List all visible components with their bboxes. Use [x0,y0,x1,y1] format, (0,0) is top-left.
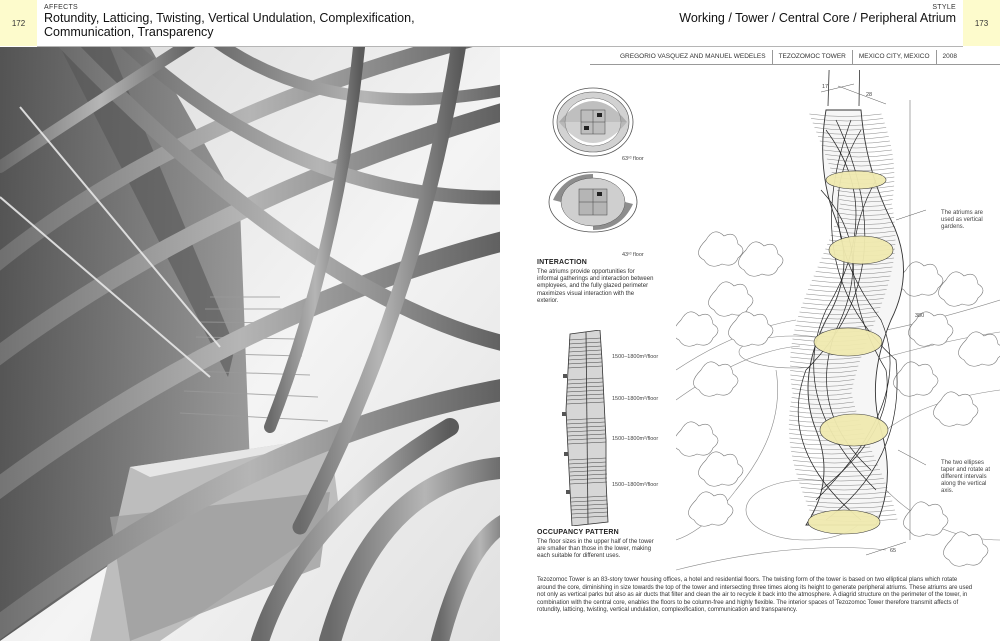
affects-block [44,4,415,39]
dimension-17: 17 [822,84,829,90]
dimension-65: 65 [890,548,897,554]
occupancy-section-diagram [560,330,620,526]
floor-area-label-4: 1500–1800m²/floor [612,482,659,488]
floor-63-label: 63ʳᵈ floor [622,156,644,162]
body-paragraph: Tezozomoc Tower is an 83-story tower housing offices, a hotel and residential floors. The twisting form of the tower is based on two elliptical plans which rotate around the core, diminishing in size towards the top of the tower and intersecting three times along its height to generate peripheral atriums. These atriums are used not only as vertical parks but also as air ducts that filter and clean the air to recycle it back into the atmosphere. A diagrid structure on the perimeter of the tower, in combination with the central core, enables the floors to be column-free and highly flexible. The interior spaces of Tezozomoc Tower therefore transmit affects of rotundity, latticing, twisting, vertical undulation, complexification, communication and transparency. [537,577,973,614]
tower-axonometric-drawing [676,70,1000,576]
right-page-number: 173 [963,0,1000,46]
page-header [0,0,1000,46]
floor-plan-63 [553,88,633,156]
dimension-28: 28 [866,92,873,98]
credit-architects: GREGORIO VASQUEZ AND MANUEL WEDELES [620,53,766,60]
floor-area-label-3: 1500–1800m²/floor [612,436,659,442]
credit-location: MEXICO CITY, MEXICO [852,50,936,64]
style-title: Working / Tower / Central Core / Peripheral Atrium [679,11,956,25]
atrium-interior-photo [0,47,500,641]
floor-43-label: 43ʳᵈ floor [622,252,644,258]
interaction-heading: INTERACTION [537,259,588,266]
occupancy-heading: OCCUPANCY PATTERN [537,529,619,536]
interaction-text: The atriums provide opportunities for informal gatherings and interaction between employees, and the fully glazed perimeter maximizes visual interaction with the exterior. [537,269,654,304]
style-block [679,4,956,25]
floor-plan-diagrams [545,82,655,252]
ellipse-annotation: The two ellipses taper and rotate at different intervals along the vertical axis. [941,460,991,494]
affects-label: AFFECTS [44,4,78,11]
credits-divider [590,64,1000,65]
affects-title-line1: Rotundity, Latticing, Twisting, Vertical Undulation, Complexification, [44,11,415,25]
credit-year: 2008 [936,50,963,64]
left-page-number: 172 [0,0,37,46]
floor-plan-43 [549,172,637,232]
affects-title-line2: Communication, Transparency [44,25,214,39]
style-label: STYLE [932,4,956,11]
dimension-380: 380 [915,313,925,319]
credit-project: TEZOZOMOC TOWER [772,50,852,64]
floor-area-label-2: 1500–1800m²/floor [612,396,659,402]
floor-area-label-1: 1500–1800m²/floor [612,354,659,360]
project-credits [614,50,963,64]
atrium-annotation: The atriums are used as vertical gardens. [941,210,984,230]
occupancy-text: The floor sizes in the upper half of the tower are smaller than those in the lower, making each suitable for different uses. [537,539,654,560]
